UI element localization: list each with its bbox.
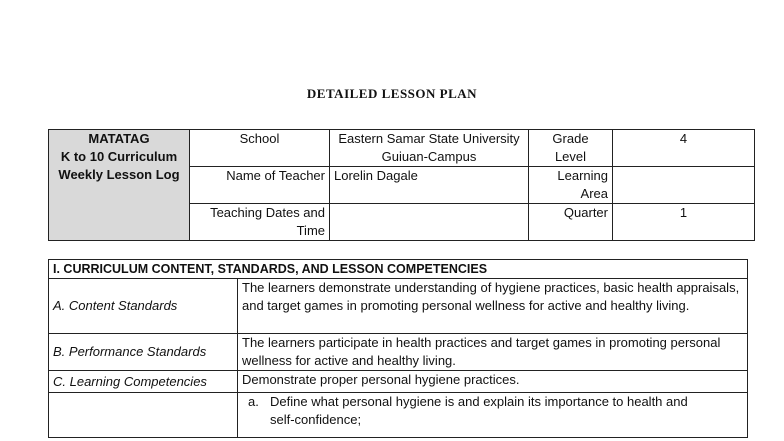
competencies-table [48, 259, 748, 438]
teacher-value: Lorelin Dagale [330, 167, 529, 204]
school-value-line-2: Guiuan-Campus [381, 149, 477, 164]
curriculum-log-title [49, 130, 190, 241]
objective-a-text: Define what personal hygiene is and explain its importance to health and self-confidence; [270, 394, 688, 427]
learning-area-value [613, 167, 755, 204]
teaching-dates-value [330, 204, 529, 241]
dates-label-line-2: Time [296, 223, 325, 238]
log-title-line-2: K to 10 Curriculum [60, 149, 178, 164]
school-value-line-1: Eastern Samar State University [338, 131, 520, 146]
learning-area-label-line-2: Area [580, 186, 608, 201]
log-title-line-1: MATATAG [88, 131, 150, 146]
learning-competencies-text: Demonstrate proper personal hygiene practices. [238, 371, 748, 393]
section-heading: I. CURRICULUM CONTENT, STANDARDS, AND LESSON COMPETENCIES [49, 260, 748, 279]
teaching-dates-label [190, 204, 330, 241]
school-label: School [190, 130, 330, 167]
dates-label-line-1: Teaching Dates and [210, 205, 325, 220]
content-standards-label: A. Content Standards [49, 279, 238, 334]
grade-label-line-1: Grade [552, 131, 589, 146]
objective-a-marker: a. [248, 394, 259, 409]
objective-item-a [238, 393, 748, 438]
learning-area-label-line-1: Learning [557, 168, 608, 183]
quarter-label: Quarter [529, 204, 613, 241]
lesson-log-header-table [48, 129, 755, 241]
school-value [330, 130, 529, 167]
log-title-line-3: Weekly Lesson Log [58, 167, 180, 182]
content-standards-text: The learners demonstrate understanding of hygiene practices, basic health appraisals, and target games in promoting personal wellness for active and healthy living. [238, 279, 748, 334]
objectives-label-cell [49, 393, 238, 438]
grade-level-label [529, 130, 613, 167]
grade-level-value: 4 [613, 130, 755, 167]
grade-label-line-2: Level [554, 149, 587, 164]
learning-competencies-label: C. Learning Competencies [49, 371, 238, 393]
learning-area-label [529, 167, 613, 204]
document-title: DETAILED LESSON PLAN [306, 86, 478, 101]
performance-standards-text: The learners participate in health practices and target games in promoting personal wellness for active and healthy living. [238, 334, 748, 371]
performance-standards-label: B. Performance Standards [49, 334, 238, 371]
teacher-label: Name of Teacher [190, 167, 330, 204]
quarter-value: 1 [613, 204, 755, 241]
